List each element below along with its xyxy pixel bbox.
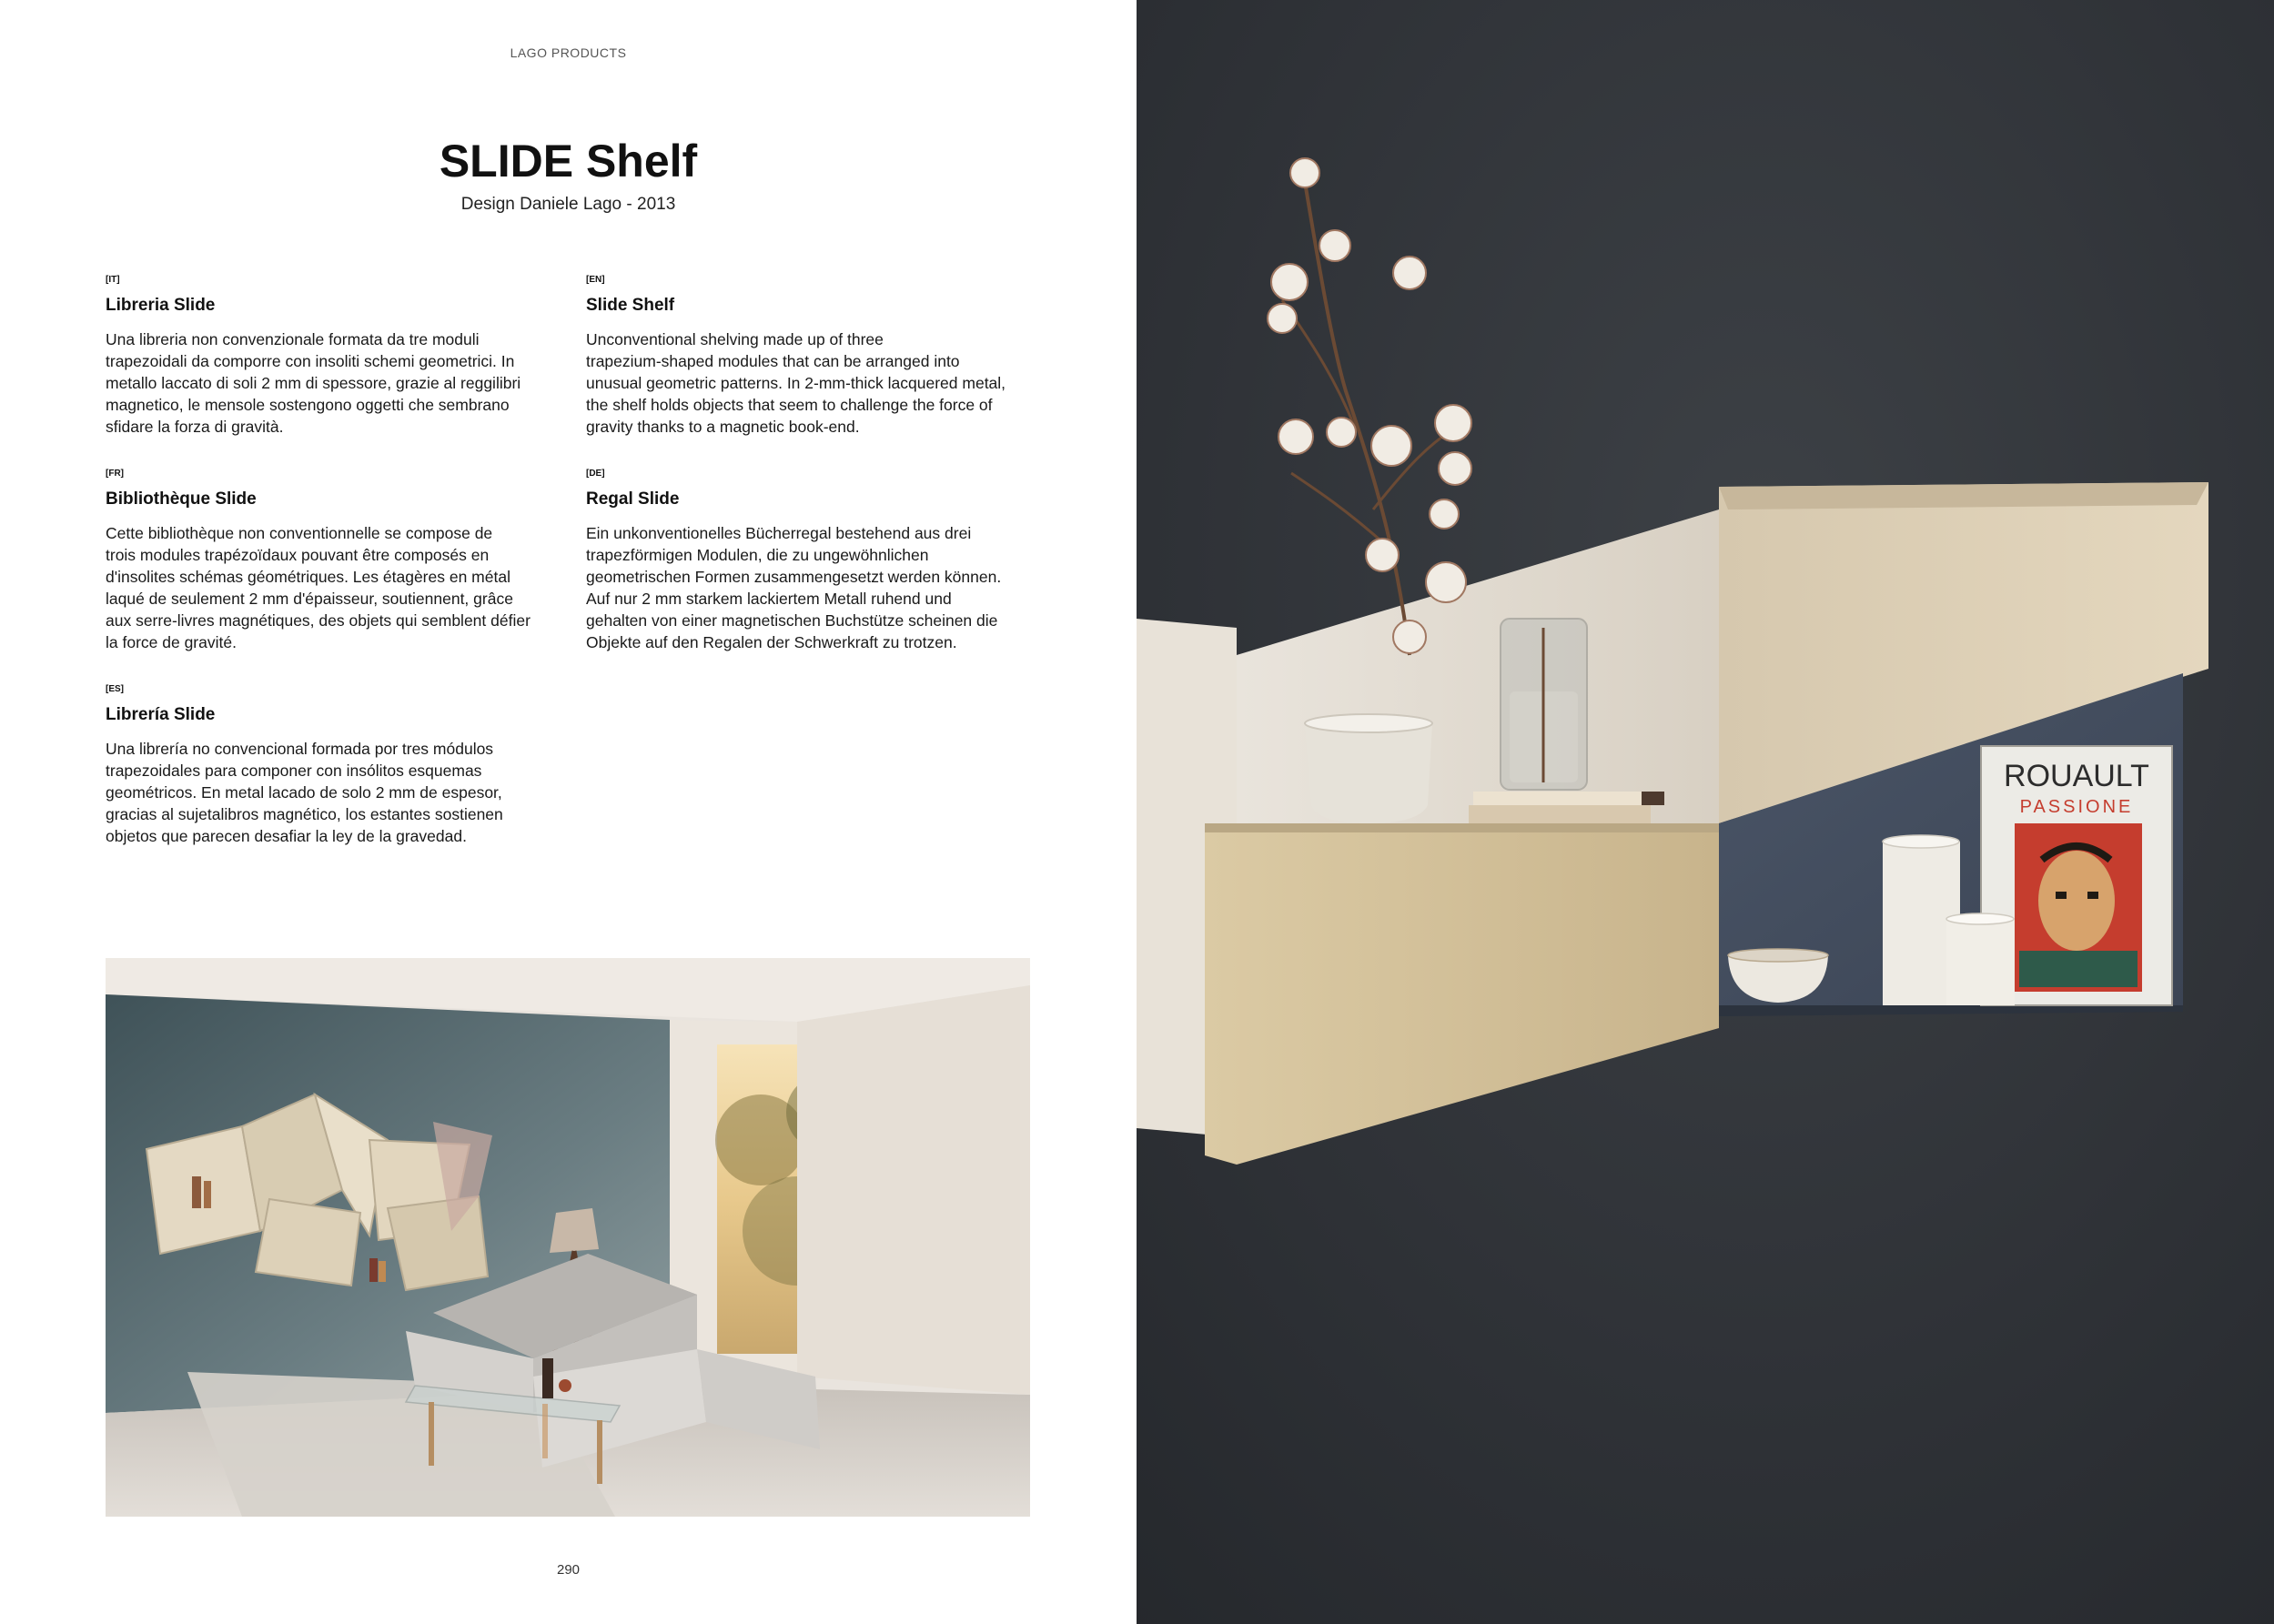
book-stack	[1469, 792, 1664, 823]
book-title: ROUAULT	[2004, 759, 2149, 793]
product-title: SLIDE Shelf	[439, 136, 698, 187]
lang-code: [IT]	[106, 275, 120, 285]
section-heading: Librería Slide	[106, 705, 216, 724]
lang-code: [ES]	[106, 684, 124, 694]
glass-vase	[1501, 619, 1587, 790]
section-body: Ein unkonventionelles Bücherregal bestehend aus drei trapezförmigen Modulen, die zu ungewöhnlichen geometrischen Formen zusammengesetzt werden können. Auf nur 2 mm starkem lackiertem Metall ruhend und gehalten von einer magnetischen Buchstütze scheinen die Objekte auf den Regalen der Schwerkraft zu trotzen.	[586, 524, 1002, 651]
section-heading: Slide Shelf	[586, 296, 675, 315]
lang-code: [FR]	[106, 469, 124, 479]
section-heading: Regal Slide	[586, 489, 680, 509]
lang-code: [DE]	[586, 469, 605, 479]
lang-code: [EN]	[586, 275, 605, 285]
white-vase-short	[1946, 913, 2015, 1005]
section-body: Una librería no convencional formada por tres módulos trapezoidales para componer con insólitos esquemas geométricos. En metal lacado de solo 2 mm de espesor, gracias al sujetalibros magnético, los estantes sostienen objetos que parecen desafiar la ley de la gravedad.	[106, 740, 503, 845]
slide-shelf-closeup	[1137, 0, 2274, 1624]
right-page-photo	[1137, 0, 2274, 1624]
section-heading: Bibliothèque Slide	[106, 489, 257, 509]
section-heading: Libreria Slide	[106, 296, 216, 315]
living-room-photo	[106, 958, 1030, 1517]
section-body: Una libreria non convenzionale formata da tre moduli trapezoidali da comporre con insoliti schemi geometrici. In metallo laccato di soli 2 mm di spessore, grazie al reggilibri magnetico, le mensole sostengono oggetti che sembrano sfidare la forza di gravità.	[106, 330, 521, 436]
living-room-illustration	[106, 958, 1030, 1517]
running-head: LAGO PRODUCTS	[510, 45, 627, 60]
section-fr	[106, 469, 561, 653]
section-es	[106, 684, 561, 847]
page-number: 290	[556, 1562, 581, 1578]
ceramic-cup	[1305, 714, 1432, 823]
book-subtitle: PASSIONE	[2019, 797, 2134, 817]
section-en	[586, 275, 1041, 438]
section-de	[586, 469, 1041, 653]
section-it	[106, 275, 561, 438]
product-subtitle: Design Daniele Lago - 2013	[460, 195, 676, 214]
section-body: Cette bibliothèque non conventionnelle se compose de trois modules trapézoïdaux pouvant être composés en d'insolites schémas géométriques. Les étagères en métal laqué de seulement 2 mm d'épaisseur, soutiennent, grâce aux serre-livres magnétiques, des objets qui semblent défier la force de gravité.	[106, 524, 531, 651]
section-body: Unconventional shelving made up of three trapezium-shaped modules that can be arranged into unusual geometric patterns. In 2-mm-thick lacquered metal, the shelf holds objects that seem to challenge the force of gravity thanks to a magnetic book-end.	[586, 330, 1006, 436]
